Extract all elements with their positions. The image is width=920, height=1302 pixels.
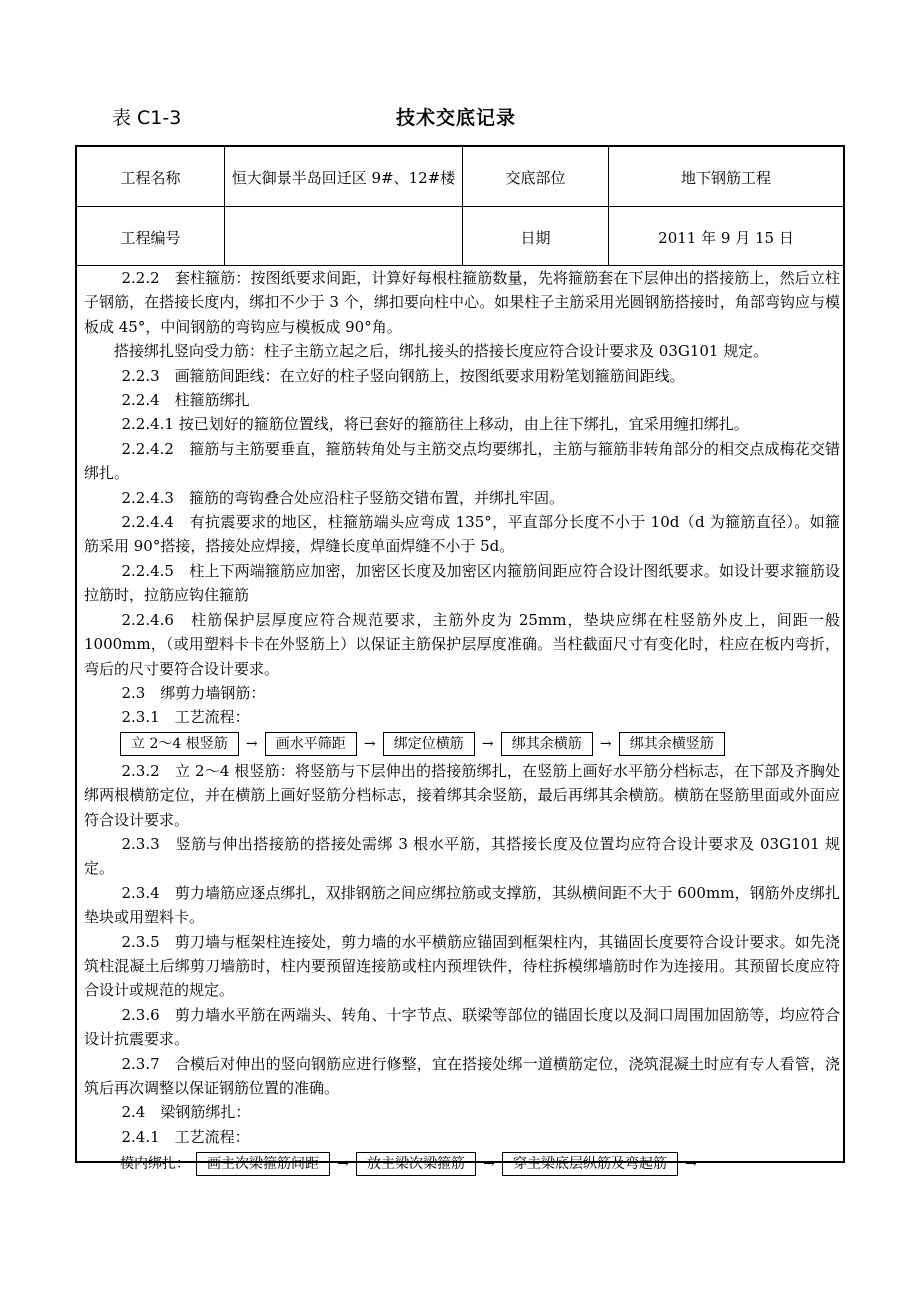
paragraph: 2.2.2 套柱箍筋：按图纸要求间距，计算好每根柱箍筋数量，先将箍筋套在下层伸出的搭接筋上，然后立柱子钢筋，在搭接长度内，绑扣不少于 3 个，绑扣要向柱中心。如果柱子主筋采用光圆钢筋搭接时，角部弯钩应与模板成 45°，中间钢筋的弯钩应与模板成 90°角。 — [84, 269, 840, 336]
document-title: 技术交底记录 — [396, 107, 517, 129]
paragraph: 2.2.4.5 柱上下两端箍筋应加密，加密区长度及加密区内箍筋间距应符合设计图纸要求。如设计要求箍筋设拉筋时，拉筋应钩住箍筋 — [84, 561, 840, 605]
section-heading: 2.4 梁钢筋绑扎： — [121, 1103, 251, 1122]
wall-process-flow — [120, 730, 840, 759]
flow-step: 穿主梁底层纵筋及弯起筋 — [502, 1152, 678, 1176]
project-no-label: 工程编号 — [120, 229, 181, 247]
arrow-right-icon: → — [685, 1155, 697, 1172]
divider — [77, 206, 843, 207]
location-value: 地下钢筋工程 — [680, 169, 771, 187]
arrow-right-icon: → — [483, 1155, 495, 1172]
content-body — [84, 266, 840, 1178]
paragraph: 2.2.4.3 箍筋的弯钩叠合处应沿柱子竖筋交错布置，并绑扎牢固。 — [121, 488, 564, 507]
arrow-right-icon: → — [337, 1155, 349, 1172]
location-label: 交底部位 — [505, 169, 566, 187]
arrow-right-icon: → — [481, 736, 494, 753]
beam-process-flow — [120, 1149, 840, 1178]
paragraph: 2.2.4.6 柱筋保护层厚度应符合规范要求，主筋外皮为 25mm，垫块应绑在柱竖筋外皮上，间距一般 1000mm，（或用塑料卡卡在外竖筋上）以保证主筋保护层厚度准确。当柱截面尺寸有变化时，柱应在板内弯折，弯后的尺寸要符合设计要求。 — [84, 610, 840, 678]
arrow-right-icon: → — [245, 736, 258, 753]
paragraph: 2.3.3 竖筋与伸出搭接筋的搭接处需绑 3 根水平筋，其搭接长度及位置均应符合设计要求及 03G101 规定。 — [84, 834, 840, 878]
flow-step: 放主梁次梁箍筋 — [356, 1152, 476, 1176]
paragraph: 2.3.5 剪刀墙与框架柱连接处，剪力墙的水平横筋应锚固到框架柱内，其锚固长度要符合设计要求。如先浇筑柱混凝土后绑剪刀墙筋时，柱内要预留连接筋或柱内预埋铁件，待柱拆模绑墙筋时作为连接用。其预留长度应符合设计或规范的规定。 — [84, 932, 840, 1000]
paragraph: 2.2.3 画箍筋间距线：在立好的柱子竖向钢筋上，按图纸要求用粉笔划箍筋间距线。 — [121, 366, 685, 385]
arrow-right-icon: → — [599, 736, 612, 753]
arrow-right-icon: → — [363, 736, 376, 753]
paragraph: 2.3.1 工艺流程： — [121, 708, 250, 727]
flow-step: 立 2～4 根竖筋 — [120, 732, 239, 756]
flow-step: 绑定位横筋 — [383, 732, 475, 756]
form-code: 表 C1-3 — [112, 107, 182, 129]
paragraph: 2.2.4.4 有抗震要求的地区，柱箍筋端头应弯成 135°，平直部分长度不小于 10d（d 为箍筋直径）。如箍筋采用 90°搭接，搭接处应焊接，焊缝长度单面焊缝不小于 5d。 — [84, 513, 840, 556]
paragraph: 2.2.4.1 按已划好的箍筋位置线，将已套好的箍筋往上移动，由上往下绑扎，宜采用缠扣绑扎。 — [121, 415, 749, 434]
project-name-value: 恒大御景半岛回迁区 9#、12#楼 — [231, 169, 456, 187]
flow-step: 绑其余横竖筋 — [619, 732, 725, 756]
date-value: 2011 年 9 月 15 日 — [658, 229, 794, 247]
paragraph: 2.4.1 工艺流程： — [121, 1127, 250, 1146]
section-heading: 2.3 绑剪力墙钢筋： — [121, 683, 266, 702]
flow-step: 画主次梁箍筋间距 — [196, 1152, 330, 1176]
paragraph: 2.2.4.2 箍筋与主筋要垂直，箍筋转角处与主筋交点均要绑扎，主筋与箍筋非转角部分的相交点成梅花交错绑扎。 — [84, 439, 840, 483]
paragraph: 搭接绑扎竖向受力筋：柱子主筋立起之后，绑扎接头的搭接长度应符合设计要求及 03G101 规定。 — [114, 342, 769, 361]
paragraph: 2.3.7 合模后对伸出的竖向钢筋应进行修整，宜在搭接处绑一道横筋定位，浇筑混凝土时应有专人看管，浇筑后再次调整以保证钢筋位置的准确。 — [84, 1054, 840, 1097]
project-name-label: 工程名称 — [120, 169, 181, 187]
paragraph: 2.3.2 立 2～4 根竖筋：将竖筋与下层伸出的搭接筋绑扎，在竖筋上画好水平筋分档标志，在下部及齐胸处绑两根横筋定位，并在横筋上画好竖筋分档标志，接着绑其余竖筋，最后再绑其余横筋。横筋在竖筋里面或外面应符合设计要求。 — [84, 761, 840, 829]
paragraph: 2.3.4 剪力墙筋应逐点绑扎，双排钢筋之间应绑拉筋或支撑筋，其纵横间距不大于 600mm，钢筋外皮绑扎垫块或用塑料卡。 — [84, 883, 840, 927]
paragraph: 2.3.6 剪力墙水平筋在两端头、转角、十字节点、联梁等部位的锚固长度以及洞口周围加固筋等，均应符合设计抗震要求。 — [84, 1005, 840, 1049]
flow-step: 画水平筛距 — [265, 732, 357, 756]
flow-lead-label: 模内绑扎： — [120, 1155, 190, 1172]
flow-step: 绑其余横筋 — [501, 732, 593, 756]
paragraph: 2.2.4 柱箍筋绑扎 — [121, 391, 250, 410]
date-label: 日期 — [520, 229, 551, 247]
